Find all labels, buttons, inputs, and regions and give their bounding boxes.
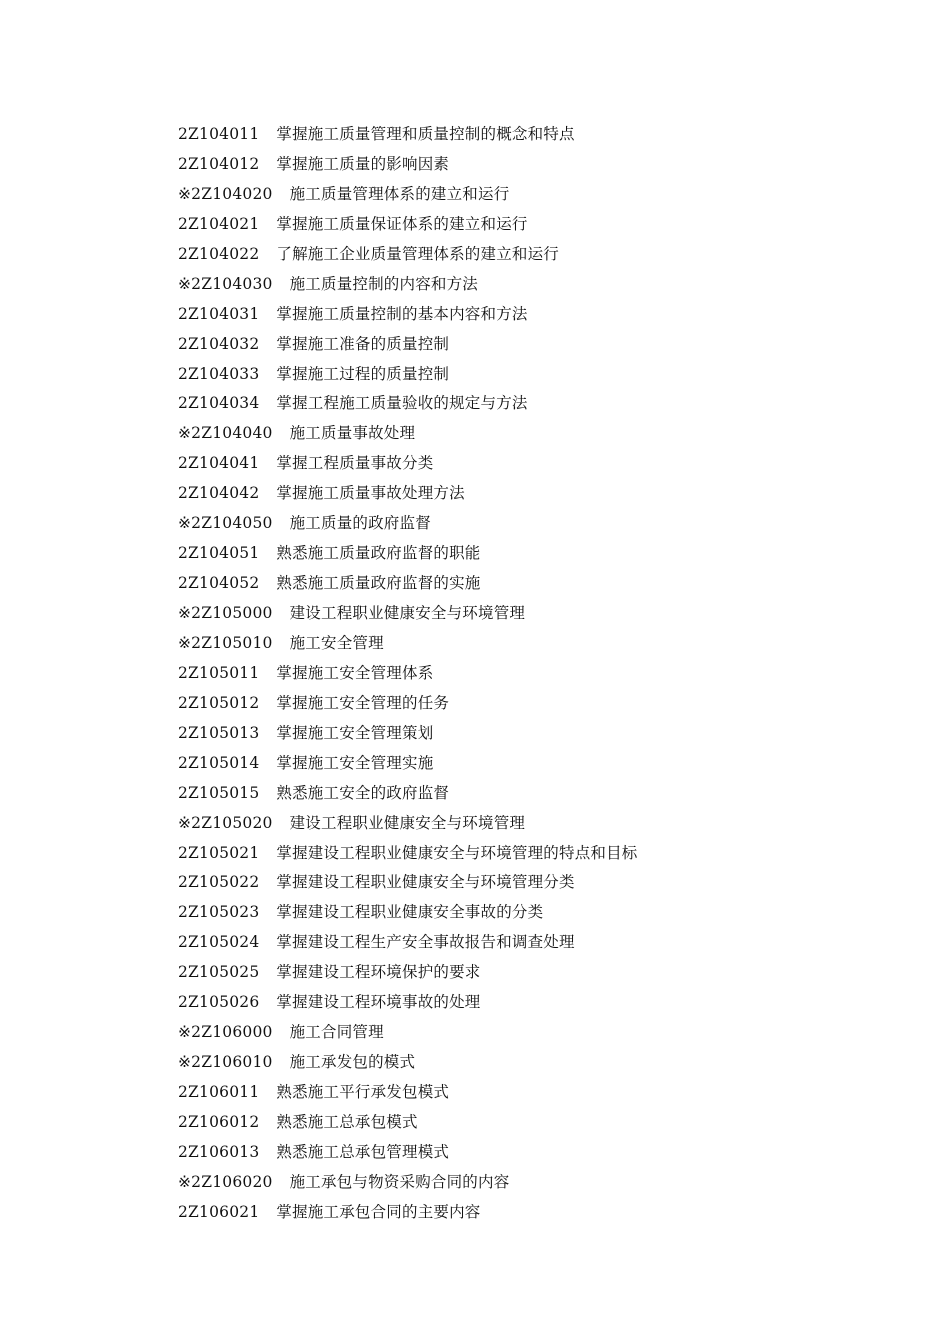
- item-code: 2Z104034: [178, 394, 260, 413]
- item-title: 施工质量的政府监督: [289, 514, 431, 533]
- item-title: 熟悉施工质量政府监督的实施: [276, 574, 481, 593]
- outline-line: [178, 1168, 638, 1198]
- outline-line: [178, 898, 638, 928]
- outline-line: [178, 120, 638, 150]
- item-code: 2Z105025: [178, 963, 260, 982]
- outline-line: [178, 270, 638, 300]
- item-title: 了解施工企业质量管理体系的建立和运行: [276, 244, 560, 263]
- item-code: ※2Z106010: [178, 1053, 273, 1072]
- outline-line: [178, 1048, 638, 1078]
- item-title: 掌握施工质量保证体系的建立和运行: [276, 214, 528, 233]
- outline-line: [178, 928, 638, 958]
- item-title: 施工合同管理: [289, 1023, 384, 1042]
- item-code: ※2Z106020: [178, 1172, 273, 1191]
- item-title: 掌握建设工程环境保护的要求: [276, 963, 481, 982]
- item-title: 施工承发包的模式: [289, 1053, 416, 1072]
- item-title: 掌握建设工程职业健康安全与环境管理分类: [276, 873, 575, 892]
- item-code: 2Z104052: [178, 574, 260, 593]
- item-title: 施工质量控制的内容和方法: [289, 274, 478, 293]
- outline-line: [178, 809, 638, 839]
- item-title: 掌握施工安全管理策划: [276, 723, 434, 742]
- outline-line: [178, 868, 638, 898]
- outline-line: [178, 1108, 638, 1138]
- item-code: 2Z106012: [178, 1112, 260, 1131]
- item-title: 建设工程职业健康安全与环境管理: [289, 813, 526, 832]
- outline-line: [178, 150, 638, 180]
- item-code: 2Z104042: [178, 484, 260, 503]
- item-code: 2Z105022: [178, 873, 260, 892]
- item-code: 2Z105013: [178, 723, 260, 742]
- item-code: ※2Z104040: [178, 424, 273, 443]
- item-title: 掌握施工安全管理体系: [276, 663, 434, 682]
- item-code: ※2Z104050: [178, 514, 273, 533]
- item-code: 2Z104051: [178, 544, 260, 563]
- outline-line: [178, 599, 638, 629]
- outline-line: [178, 180, 638, 210]
- item-code: 2Z105024: [178, 933, 260, 952]
- item-code: 2Z104011: [178, 125, 260, 143]
- outline-line: [178, 839, 638, 869]
- item-code: 2Z105012: [178, 693, 260, 712]
- item-code: ※2Z105010: [178, 633, 273, 652]
- item-code: 2Z104022: [178, 244, 260, 263]
- item-title: 掌握施工质量控制的基本内容和方法: [276, 304, 528, 323]
- item-code: 2Z105021: [178, 843, 260, 862]
- item-title: 掌握施工安全管理的任务: [276, 693, 450, 712]
- item-code: ※2Z105020: [178, 813, 273, 832]
- outline-line: [178, 659, 638, 689]
- outline-line: [178, 988, 638, 1018]
- syllabus-outline: [178, 120, 638, 1228]
- item-title: 掌握施工质量的影响因素: [276, 154, 450, 173]
- item-code: ※2Z104020: [178, 184, 273, 203]
- item-title: 熟悉施工安全的政府监督: [276, 783, 450, 802]
- outline-line: [178, 210, 638, 240]
- outline-line: [178, 749, 638, 779]
- item-title: 熟悉施工总承包管理模式: [276, 1142, 450, 1161]
- item-code: 2Z105014: [178, 753, 260, 772]
- outline-line: [178, 539, 638, 569]
- outline-line: [178, 1198, 638, 1228]
- outline-line: [178, 240, 638, 270]
- outline-line: [178, 779, 638, 809]
- item-title: 建设工程职业健康安全与环境管理: [289, 604, 526, 622]
- item-code: 2Z105023: [178, 903, 260, 922]
- item-title: 掌握施工准备的质量控制: [276, 334, 450, 353]
- item-title: 掌握施工过程的质量控制: [276, 364, 450, 383]
- item-title: 熟悉施工平行承发包模式: [276, 1083, 450, 1101]
- outline-line: [178, 479, 638, 509]
- item-code: 2Z106013: [178, 1142, 260, 1161]
- item-code: 2Z104031: [178, 304, 260, 323]
- item-title: 掌握建设工程职业健康安全事故的分类: [276, 903, 544, 922]
- outline-line: [178, 629, 638, 659]
- item-title: 掌握施工质量事故处理方法: [276, 484, 465, 503]
- item-code: 2Z104041: [178, 454, 260, 473]
- outline-line: [178, 419, 638, 449]
- item-title: 熟悉施工质量政府监督的职能: [276, 544, 481, 563]
- outline-line: [178, 1078, 638, 1108]
- item-code: 2Z104032: [178, 334, 260, 353]
- outline-line: [178, 389, 638, 419]
- outline-line: [178, 1018, 638, 1048]
- item-title: 掌握工程施工质量验收的规定与方法: [276, 394, 528, 413]
- outline-line: [178, 1138, 638, 1168]
- outline-line: [178, 719, 638, 749]
- item-title: 掌握建设工程生产安全事故报告和调查处理: [276, 933, 575, 952]
- item-title: 熟悉施工总承包模式: [276, 1112, 418, 1131]
- outline-line: [178, 958, 638, 988]
- item-title: 掌握建设工程职业健康安全与环境管理的特点和目标: [276, 843, 638, 862]
- item-code: 2Z104021: [178, 214, 260, 233]
- outline-line: [178, 360, 638, 390]
- item-title: 掌握施工承包合同的主要内容: [276, 1202, 481, 1221]
- item-title: 掌握施工安全管理实施: [276, 753, 434, 772]
- item-title: 施工承包与物资采购合同的内容: [289, 1172, 510, 1191]
- outline-line: [178, 300, 638, 330]
- item-code: 2Z106011: [178, 1083, 260, 1101]
- item-code: 2Z104012: [178, 154, 260, 173]
- outline-line: [178, 509, 638, 539]
- item-title: 掌握建设工程环境事故的处理: [276, 993, 481, 1012]
- item-title: 施工质量事故处理: [289, 424, 416, 443]
- item-title: 施工质量管理体系的建立和运行: [289, 184, 510, 203]
- item-code: 2Z105015: [178, 783, 260, 802]
- item-code: 2Z106021: [178, 1202, 260, 1221]
- item-code: ※2Z106000: [178, 1023, 273, 1042]
- item-code: ※2Z104030: [178, 274, 273, 293]
- outline-line: [178, 449, 638, 479]
- item-code: 2Z104033: [178, 364, 260, 383]
- outline-line: [178, 569, 638, 599]
- item-code: 2Z105011: [178, 663, 260, 682]
- item-code: 2Z105026: [178, 993, 260, 1012]
- outline-line: [178, 689, 638, 719]
- outline-line: [178, 330, 638, 360]
- item-title: 施工安全管理: [289, 633, 384, 652]
- item-code: ※2Z105000: [178, 604, 273, 622]
- item-title: 掌握施工质量管理和质量控制的概念和特点: [276, 125, 575, 143]
- item-title: 掌握工程质量事故分类: [276, 454, 434, 473]
